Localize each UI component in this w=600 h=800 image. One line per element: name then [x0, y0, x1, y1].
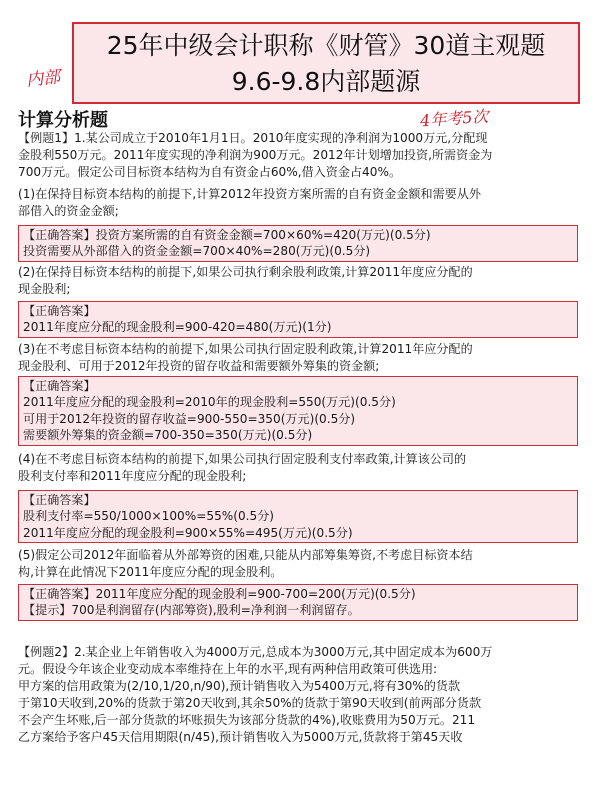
title-banner — [72, 22, 580, 104]
text-line: 于第10天收到,20%的货款于第20天收到,其余50%的货款于第90天收到(前两部分货款 — [18, 696, 482, 710]
text-line: 现金股利; — [18, 282, 71, 296]
answer-line: 2011年度应分配的现金股利=900×55%=495(万元)(0.5分) — [23, 525, 353, 540]
answer-box-3 — [18, 376, 578, 446]
answer-box-2 — [18, 301, 578, 338]
answer-line: 投资需要从外部借入的资金金额=700×40%=280(万元)(0.5分) — [23, 244, 371, 259]
answer-line: 2011年度应分配的现金股利=900-420=480(万元)(1分) — [23, 320, 332, 335]
text-line: 【例题2】2.某企业上年销售收入为4000万元,总成本为3000万元,其中固定成本为600万 — [18, 645, 493, 659]
answer-line: 【正确答案】 — [23, 304, 96, 318]
title-line-1: 25年中级会计职称《财管》30道主观题 — [106, 31, 546, 60]
example-1-intro — [18, 130, 492, 181]
question-4 — [18, 451, 466, 485]
text-line: (5)假定公司2012年面临着从外部筹资的困难,只能从内部筹集筹资,不考虑目标资本结 — [18, 548, 473, 562]
answer-box-5 — [18, 584, 578, 621]
title-line-2: 9.6-9.8内部题源 — [231, 67, 421, 96]
text-line: (1)在保持目标资本结构的前提下,计算2012年投资方案所需的自有资金金额和需要从外 — [18, 187, 481, 201]
answer-line: 2011年度应分配的现金股利=2010年的现金股利=550(万元)(0.5分) — [23, 395, 396, 410]
example-2-text — [18, 644, 492, 746]
text-line: 乙方案给予客户45天信用期限(n/45),预计销售收入为5000万元,货款将于第45天收 — [18, 730, 463, 744]
text-line: 【例题1】1.某公司成立于2010年1月1日。2010年度实现的净利润为1000万元,分配现 — [18, 131, 488, 145]
answer-box-1 — [18, 225, 578, 262]
text-line: (3)在不考虑目标资本结构的前提下,如果公司执行固定股利政策,计算2011年应分配的 — [18, 342, 473, 356]
question-3 — [18, 341, 473, 375]
text-line: 甲方案的信用政策为(2/10,1/20,n/90),预计销售收入为5400万元,将有30%的货款 — [18, 679, 461, 693]
answer-line: 可用于2012年投资的留存收益=900-550=350(万元)(0.5分) — [23, 411, 356, 426]
handwritten-note-internal: 内部 — [25, 67, 62, 91]
text-line: 部借入的资金金额; — [18, 204, 119, 218]
question-2 — [18, 264, 473, 298]
text-line: 构,计算在此情况下2011年度应分配的现金股利。 — [18, 565, 283, 579]
answer-line: 【正确答案】2011年度应分配的现金股利=900-700=200(万元)(0.5分) — [23, 587, 416, 601]
answer-line: 【提示】700是利润留存(内部筹资),股利=净利润一利润留存。 — [23, 603, 360, 618]
section-heading: 计算分析题 — [18, 110, 108, 131]
text-line: 金股利550万元。2011年度实现的净利润为900万元。2012年计划增加投资,所需资金为 — [18, 148, 493, 162]
text-line: 元。假设今年该企业变动成本率维持在上年的水平,现有两种信用政策可供选用: — [18, 662, 438, 676]
text-line: 700万元。假定公司目标资本结构为自有资金占60%,借入资金占40%。 — [18, 165, 402, 179]
answer-line: 【正确答案】投资方案所需的自有资金金额=700×60%=420(万元)(0.5分) — [23, 228, 431, 242]
answer-line: 需要额外筹集的资金额=700-350=350(万元)(0.5分) — [23, 428, 313, 443]
question-1 — [18, 186, 481, 220]
text-line: (4)在不考虑目标资本结构的前提下,如果公司执行固定股利支付率政策,计算该公司的 — [18, 452, 467, 466]
text-line: 现金股利、可用于2012年投资的留存收益和需要额外筹集的资金额; — [18, 359, 380, 373]
answer-line: 股利支付率=550/1000×100%=55%(0.5分) — [23, 509, 275, 524]
answer-line: 【正确答案】 — [23, 379, 96, 393]
question-5 — [18, 547, 473, 581]
handwritten-note-frequency: 4年考5次 — [419, 106, 490, 131]
answer-box-4 — [18, 490, 578, 543]
answer-line: 【正确答案】 — [23, 493, 96, 507]
text-line: 股利支付率和2011年度应分配的现金股利; — [18, 469, 247, 483]
text-line: 不会产生坏账,后一部分货款的坏账损失为该部分货款的4%),收账费用为50万元。211 — [18, 713, 476, 727]
text-line: (2)在保持目标资本结构的前提下,如果公司执行剩余股利政策,计算2011年度应分配的 — [18, 265, 473, 279]
